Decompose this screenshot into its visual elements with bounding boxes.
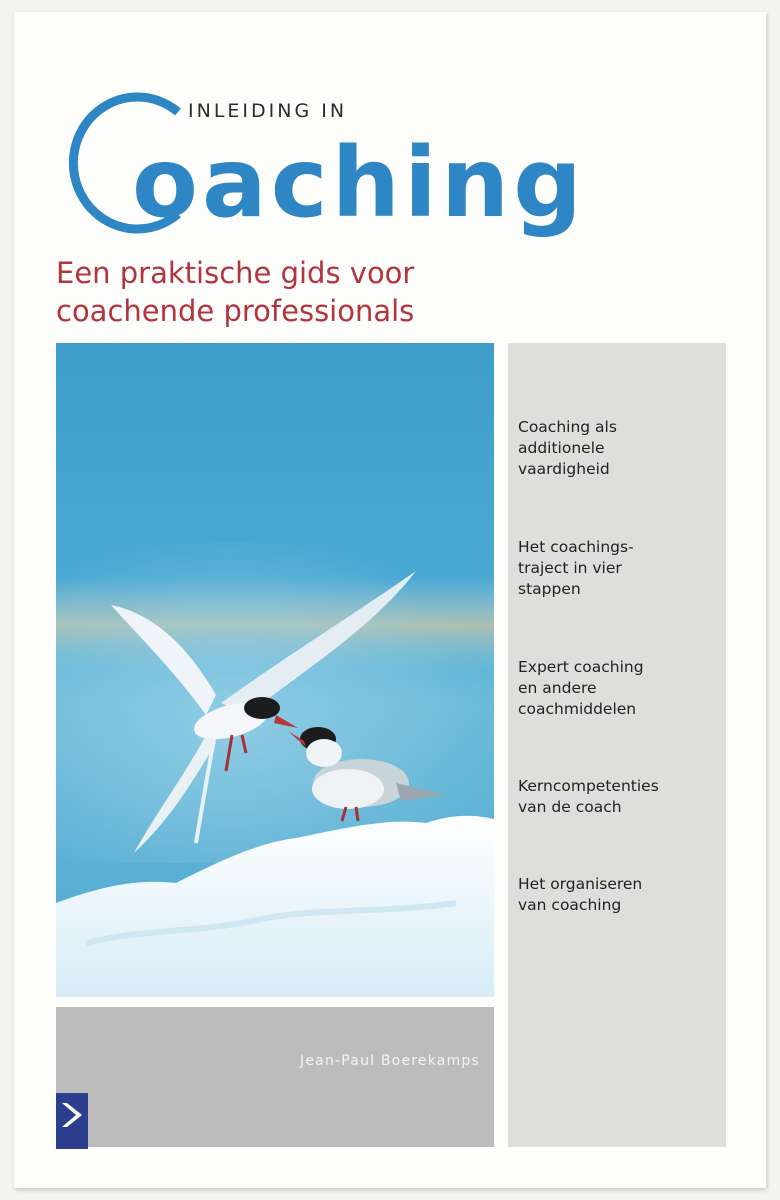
topic-item: Expert coaching en andere coachmiddelen — [518, 658, 644, 718]
topics-panel — [508, 343, 726, 1147]
title-eyebrow: INLEIDING IN — [188, 100, 348, 122]
topic-item: Het coachings- traject in vier stappen — [518, 538, 634, 598]
topic-item: Het organiseren van coaching — [518, 875, 643, 914]
cover-photo — [56, 343, 494, 997]
book-title — [50, 78, 740, 253]
title-text: oaching — [132, 127, 586, 239]
author-box — [56, 1007, 494, 1147]
publisher-logo — [56, 1093, 88, 1149]
topic-item: Coaching als additionele vaardigheid — [518, 418, 617, 478]
subtitle: Een praktische gids voor coachende professionals — [56, 256, 415, 328]
author-name: Jean-Paul Boerekamps — [300, 1053, 480, 1069]
topic-item: Kerncompetenties van de coach — [518, 777, 659, 816]
